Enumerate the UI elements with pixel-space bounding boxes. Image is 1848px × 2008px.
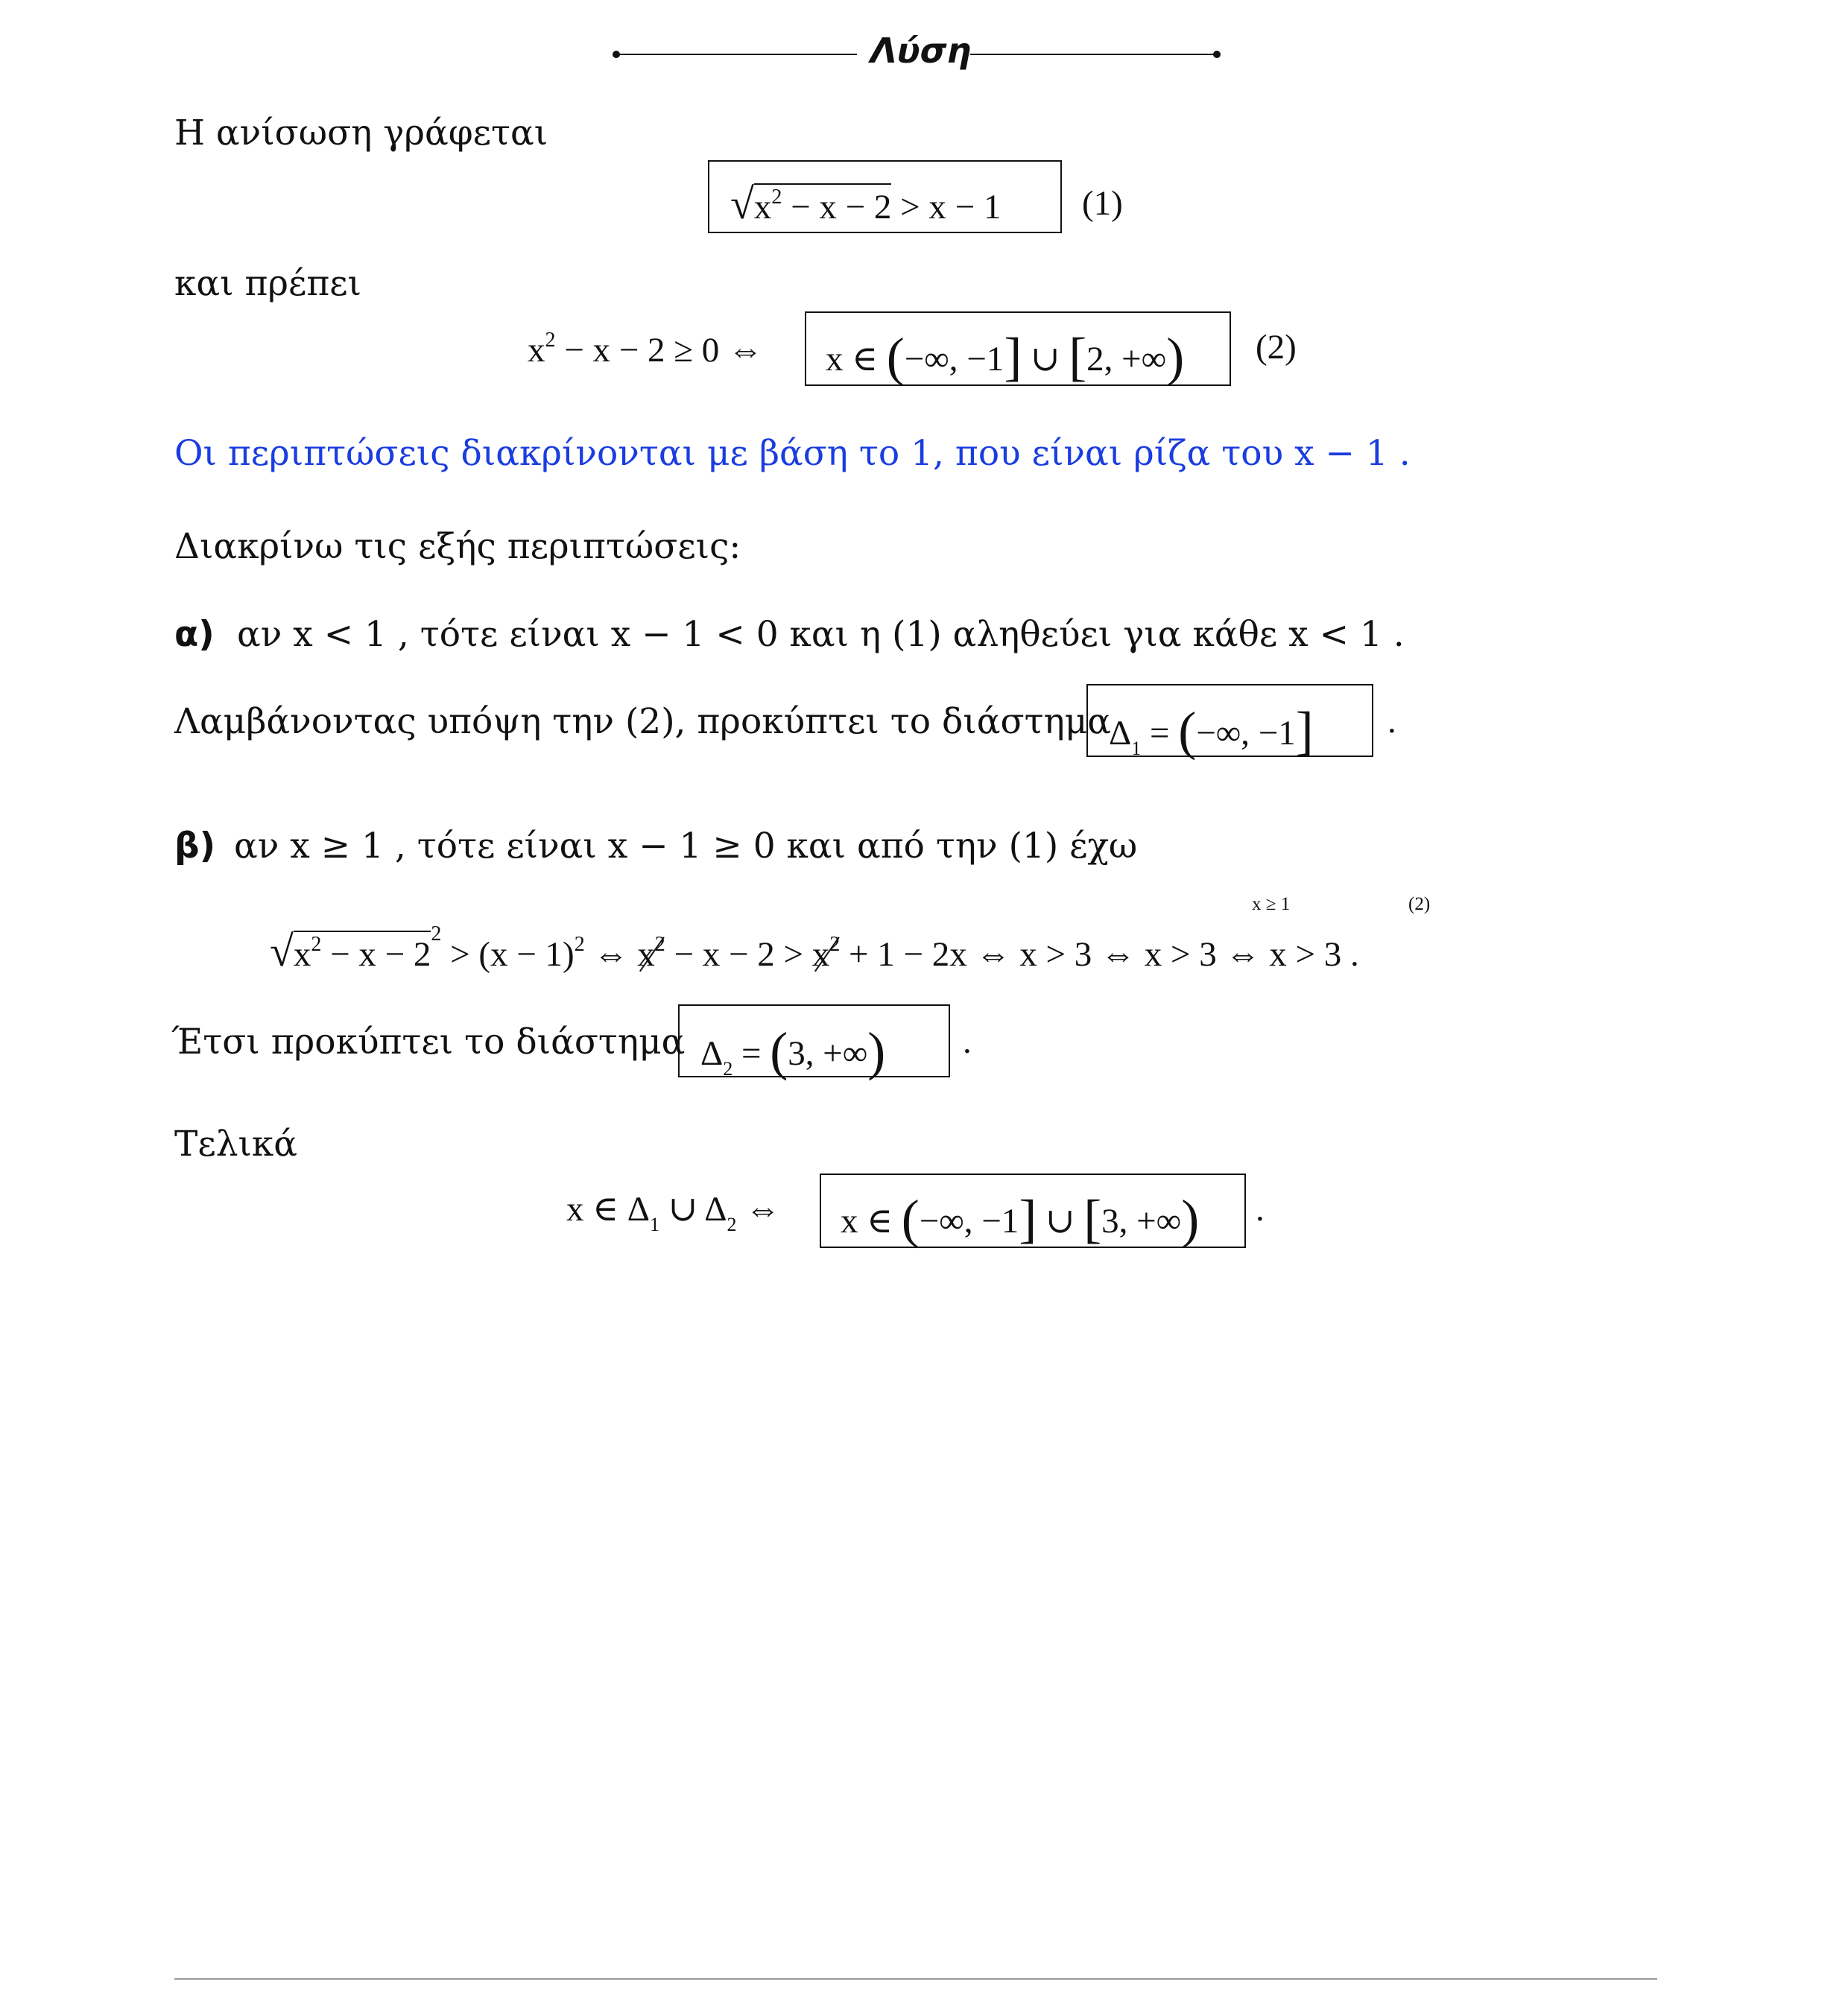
header-right-rule: [970, 54, 1215, 55]
equation-1: $√x^2 - x - 2 > x - 1$: [730, 180, 1001, 228]
final-left: x ∈ $\Delta_1$ ∪ $\Delta_2$ ⇔: [566, 1190, 781, 1235]
intro-text: Η ανίσωση γράφεται: [174, 113, 548, 153]
case-b-label: β): [174, 826, 216, 867]
delta-1: $\Delta_1$ = (−∞, −1]: [1109, 701, 1314, 761]
cancelled-term: $x^2$: [811, 933, 841, 974]
case-b-equation: $√x^2 - x - 2^2 > (x - 1)^2$ ⇔ $x^2 - x - 2 > x^2 + 1 - 2x$ ⇔ x > 3 ⇔ x > 3 ⇔ x > 3 .: [270, 922, 1359, 975]
page-title: Λύση: [870, 31, 972, 71]
sqrt-sign: √: [270, 927, 294, 975]
final-end: .: [1256, 1190, 1265, 1229]
case-b-text: αν x ≥ 1 , τότε είναι x − 1 ≥ 0 και από την (1) έχω: [234, 826, 1138, 867]
final-boxed: x ∈ (−∞, −1] ∪ [3, +∞): [841, 1189, 1200, 1249]
case-a-text2: Λαμβάνοντας υπόψη την (2), προκύπτει το διάστημα: [174, 701, 1112, 742]
header-left-rule: [618, 54, 857, 55]
case-a-text: αν x < 1 , τότε είναι x − 1 < 0 και η (1) αληθεύει για κάθε x < 1 .: [237, 614, 1405, 655]
delta-2: $\Delta_2 = (3$, +∞): [700, 1022, 886, 1081]
sqrt-sign: √: [730, 180, 754, 228]
blue-note: Οι περιπτώσεις διακρίνονται με βάση το 1, που είναι ρίζα του x − 1 .: [174, 433, 1411, 474]
equation-1-label: (1): [1082, 184, 1123, 223]
equation-2-boxed: x ∈ (−∞, −1] ∪ [2, +∞): [826, 327, 1185, 387]
equation-2-left: $x^2 - x - 2 \ge 0$ ⇔: [528, 329, 764, 370]
condition-text: και πρέπει: [174, 263, 362, 304]
over-label-1: x ≥ 1: [1252, 894, 1291, 914]
equation-2-label: (2): [1256, 328, 1297, 367]
cancelled-term: $x^2$: [637, 933, 665, 974]
over-label-2: (2): [1408, 894, 1431, 914]
case-b-text2: Έτσι προκύπτει το διάστημα: [171, 1022, 686, 1062]
final-label: Τελικά: [174, 1124, 298, 1165]
header-right-dot: [1213, 51, 1221, 58]
delta-1-end: .: [1387, 702, 1396, 741]
delta-2-end: .: [963, 1022, 972, 1061]
cases-intro: Διακρίνω τις εξής περιπτώσεις:: [174, 526, 741, 567]
footer-rule: [174, 1978, 1657, 1980]
case-a-label: α): [174, 614, 215, 655]
